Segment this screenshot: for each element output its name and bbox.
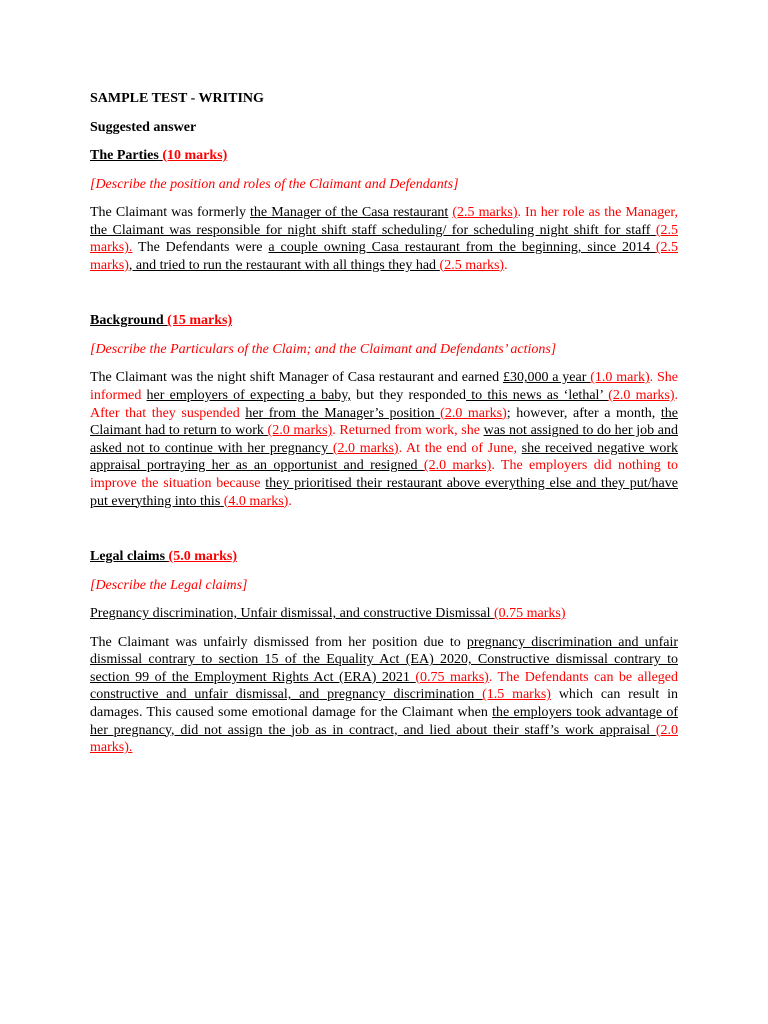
text-run-underlined: the employers took advantage of her pregnancy, did not assign the job as in contract, and lied about their staff’s work appraisal [90,705,678,738]
text-run-underlined: she received negative work appraisal portraying her as an opportunist and resigned [90,440,678,474]
document-page [90,90,678,757]
legal-heading-text: Legal claims [90,549,166,565]
text-run: The Claimant was formerly [90,205,251,220]
text-run-underlined: was not assigned to do her job and asked not to continue with her pregnancy [90,423,679,456]
text-run: The Claimant was the night shift Manager of Casa restaurant and earned [90,370,503,386]
mark-annotation: (1.5 marks) [482,687,551,703]
legal-marks: (5.0 marks) [168,549,237,565]
text-run-underlined: her from the Manager’s position [245,405,435,421]
text-run: which can result in damages. This caused some emotional damage for the Claimant when [90,687,679,720]
text-run: . [504,257,508,273]
legal-claims-text: Pregnancy discrimination, Unfair dismissal, and constructive Dismissal [90,606,491,622]
text-run: . At the end of June, [398,440,522,456]
text-run: . Returned from work, she [332,423,484,439]
background-paragraph [90,369,678,510]
text-run-underlined: the Manager of the Casa restaurant [250,205,449,220]
mark-annotation: (2.0 marks) [267,423,333,439]
legal-instruction: [Describe the Legal claims] [90,577,248,593]
text-run-underlined: to this news as ‘lethal’ [466,387,604,403]
section-heading-background [90,312,678,330]
text-run: . [288,493,292,509]
mark-annotation: (2.5 marks) [90,240,679,273]
spacer [90,274,678,312]
parties-marks: (10 marks) [162,148,228,163]
background-heading-text: Background [90,313,164,329]
parties-paragraph [90,204,678,274]
background-instruction: [Describe the Particulars of the Claim; and the Claimant and Defendants’ actions] [90,341,557,357]
legal-claims-list [90,605,678,623]
text-run [474,687,482,702]
text-run-underlined: , and tried to run the restaurant with all things they had [128,257,437,273]
text-run: but they responded [350,387,467,403]
section-heading-legal-claims [90,548,678,566]
text-run-underlined: the Claimant was responsible for night shift staff scheduling/ for scheduling night shift for staff [90,222,651,238]
mark-annotation: (2.5 marks) [439,257,505,273]
mark-annotation: (2.0 marks) [332,440,399,456]
spacer [90,510,678,548]
mark-annotation: (2.0 marks) [608,387,675,403]
text-run: . The Defendants can be alleged [488,669,679,685]
text-run: . After that they suspended [90,387,679,421]
mark-annotation: (2.0 marks). [90,722,679,756]
text-run: The Claimant was unfairly dismissed from her position due to [90,634,467,650]
mark-annotation: (1.0 mark) [590,370,650,386]
section-heading-parties [90,147,678,165]
text-run-underlined: £30,000 a year [502,370,587,386]
text-run-underlined: the Claimant had to return to work [90,405,678,439]
text-run-underlined: they prioritised their restaurant above everything else and they put/have put everything into this [90,475,678,509]
mark-annotation: (2.0 marks) [423,458,492,474]
text-run-underlined: pregnancy discrimination and unfair dismissal contrary to section 15 of the Equality Act (EA) 2020, Constructive dismissal contrary to section 99 of the Employment Rights Act (ERA) 2021 [90,634,679,685]
mark-annotation: (0.75 marks) [415,669,489,685]
text-run: . The employers did nothing to improve the situation because [90,458,678,491]
mark-annotation: (2.5 marks) [452,205,518,220]
mark-annotation: (4.0 marks) [223,493,289,509]
text-run-underlined: constructive and unfair dismissal, and pregnancy discrimination [90,687,475,703]
background-marks: (15 marks) [167,313,233,329]
parties-heading-text: The Parties [90,148,159,163]
text-run-underlined: a couple owning Casa restaurant from the beginning, since 2014 [268,240,650,256]
legal-claims-marks: (0.75 marks) [493,606,566,622]
document-subtitle: Suggested answer [90,119,197,135]
legal-paragraph [90,634,678,757]
text-run: ; however, after a month, [506,405,661,421]
document-title: SAMPLE TEST - WRITING [90,91,264,106]
text-run-underlined: her employers of expecting a baby, [146,387,351,403]
parties-instruction: [Describe the position and roles of the Claimant and Defendants] [90,176,459,192]
text-run: The Defendants were [132,240,269,256]
text-run: . In her role as the Manager, [517,205,679,220]
mark-annotation: (2.5 marks). [90,222,678,256]
mark-annotation: (2.0 marks) [440,405,507,421]
text-run: . She informed [90,370,679,403]
